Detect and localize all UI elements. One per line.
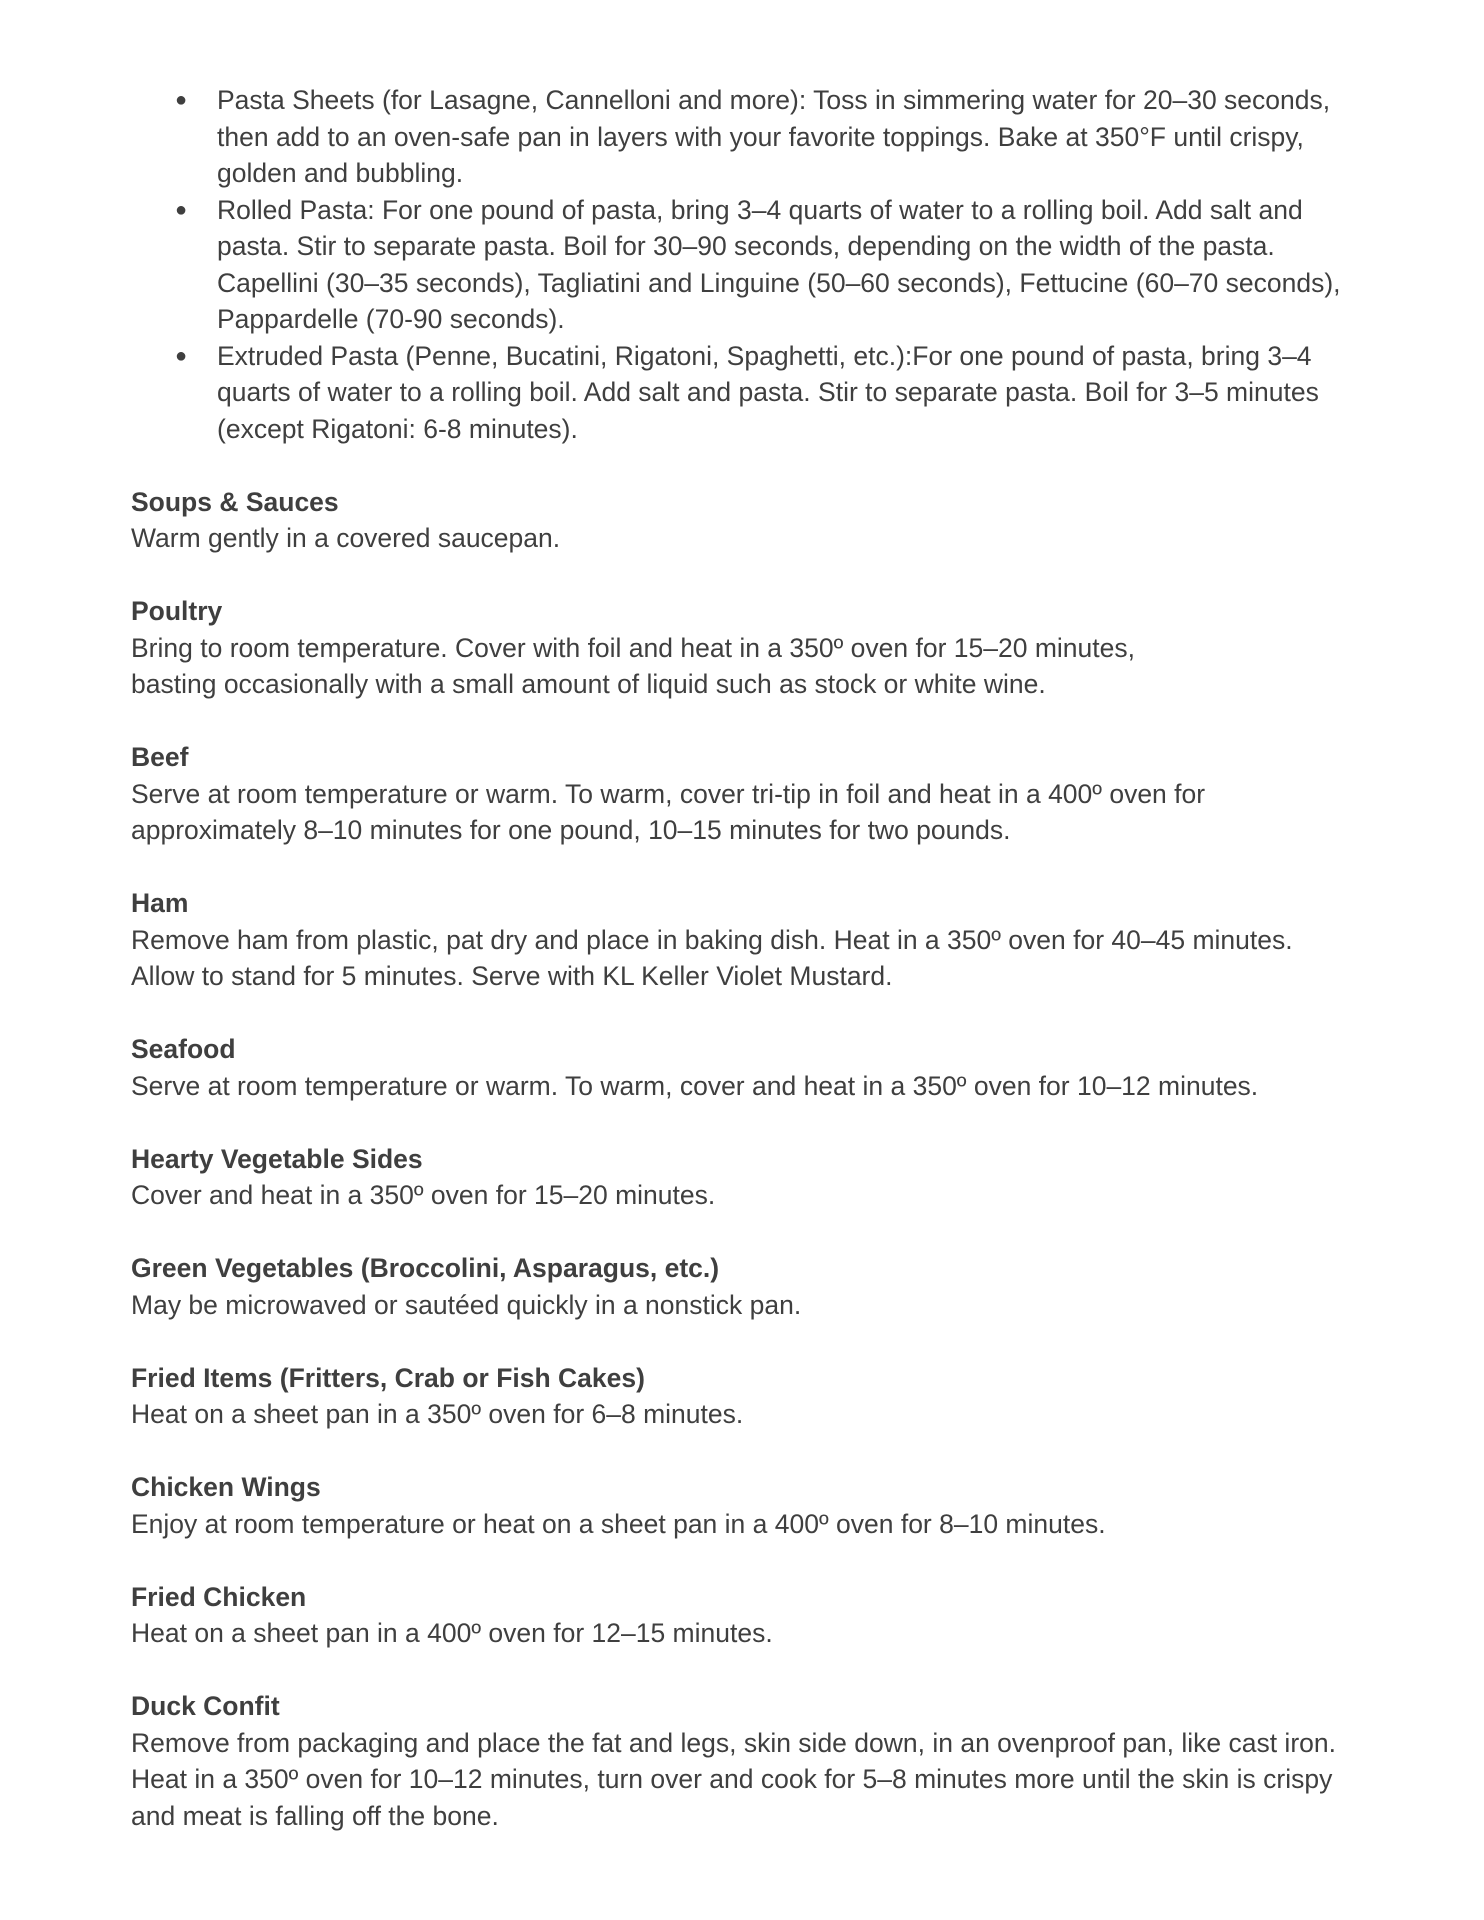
section-text: Warm gently in a covered saucepan. [131, 523, 561, 553]
list-item [131, 192, 1371, 338]
section-text: Heat on a sheet pan in a 400º oven for 12–15 minutes. [131, 1618, 773, 1648]
section-ham [131, 885, 1371, 995]
section-heading: Chicken Wings [131, 1472, 321, 1502]
section-heading: Green Vegetables (Broccolini, Asparagus, etc.) [131, 1253, 720, 1283]
section-text: Cover and heat in a 350º oven for 15–20 minutes. [131, 1180, 716, 1210]
section-poultry [131, 593, 1371, 703]
section-text: Allow to stand for 5 minutes. Serve with KL Keller Violet Mustard. [131, 961, 893, 991]
section-heading: Fried Chicken [131, 1581, 307, 1612]
section-text: basting occasionally with a small amount of liquid such as stock or white wine. [131, 669, 1046, 699]
section-heading: Poultry [131, 596, 223, 626]
section-heading: Beef [131, 742, 189, 772]
section-heading: Ham [131, 888, 189, 918]
section-heading: Soups & Sauces [131, 486, 339, 517]
section-text: Heat in a 350º oven for 10–12 minutes, turn over and cook for 5–8 minutes more until the skin is crispy [131, 1764, 1333, 1794]
section-beef [131, 739, 1371, 849]
section-green-vegetables [131, 1250, 1371, 1323]
bullet-text: Pasta Sheets (for Lasagne, Cannelloni and more): Toss in simmering water for 20–30 seconds, then add to an oven-safe pan in layers with your favorite toppings. Bake at 350°F until crispy, golden and bubbling. [217, 85, 1331, 188]
bullet-text: Rolled Pasta: For one pound of pasta, bring 3–4 quarts of water to a rolling boil. Add salt and pasta. Stir to separate pasta. Boil for 30–90 seconds, depending on the width of the pasta. Capellini (30–35 seconds), Tagliatini and Linguine (50–60 seconds), Fettucine (60–70 seconds), Pappardelle (70-90 seconds). [217, 194, 1341, 334]
section-seafood [131, 1031, 1371, 1104]
section-text: approximately 8–10 minutes for one pound, 10–15 minutes for two pounds. [131, 815, 1011, 845]
section-heading: Fried Items (Fritters, Crab or Fish Cakes) [131, 1362, 645, 1393]
section-text: Heat on a sheet pan in a 350º oven for 6–8 minutes. [131, 1399, 744, 1429]
pasta-instructions-list [131, 82, 1371, 447]
section-soups-sauces [131, 484, 1371, 557]
bullet-icon: ● [175, 344, 188, 367]
section-text: and meat is falling off the bone. [131, 1800, 499, 1831]
bullet-icon: ● [175, 89, 188, 111]
section-text: Remove from packaging and place the fat and legs, skin side down, in an ovenproof pan, like cast iron. [131, 1727, 1336, 1758]
section-heading: Seafood [131, 1034, 236, 1064]
section-fried-chicken [131, 1579, 1371, 1652]
section-text: May be microwaved or sautéed quickly in a nonstick pan. [131, 1289, 802, 1320]
section-duck-confit [131, 1688, 1371, 1834]
list-item [131, 82, 1371, 192]
document-page [131, 82, 1371, 1834]
section-text: Bring to room temperature. Cover with foil and heat in a 350º oven for 15–20 minutes, [131, 632, 1135, 663]
section-text: Serve at room temperature or warm. To warm, cover and heat in a 350º oven for 10–12 minutes. [131, 1070, 1259, 1101]
list-item [131, 338, 1371, 448]
section-heading: Duck Confit [131, 1691, 280, 1721]
section-chicken-wings [131, 1469, 1371, 1542]
section-text: Serve at room temperature or warm. To warm, cover tri-tip in foil and heat in a 400º oven for [131, 778, 1206, 809]
section-heading: Hearty Vegetable Sides [131, 1143, 423, 1174]
section-fried-items [131, 1360, 1371, 1433]
bullet-icon: ● [175, 198, 188, 221]
section-hearty-vegetable-sides [131, 1141, 1371, 1214]
section-text: Enjoy at room temperature or heat on a sheet pan in a 400º oven for 8–10 minutes. [131, 1508, 1106, 1539]
section-text: Remove ham from plastic, pat dry and place in baking dish. Heat in a 350º oven for 40–45 minutes. [131, 924, 1293, 955]
bullet-text: Extruded Pasta (Penne, Bucatini, Rigatoni, Spaghetti, etc.):For one pound of pasta, bring 3–4 quarts of water to a rolling boil. Add salt and pasta. Stir to separate pasta. Boil for 3–5 minutes (except Rigatoni: 6-8 minutes). [217, 340, 1319, 444]
